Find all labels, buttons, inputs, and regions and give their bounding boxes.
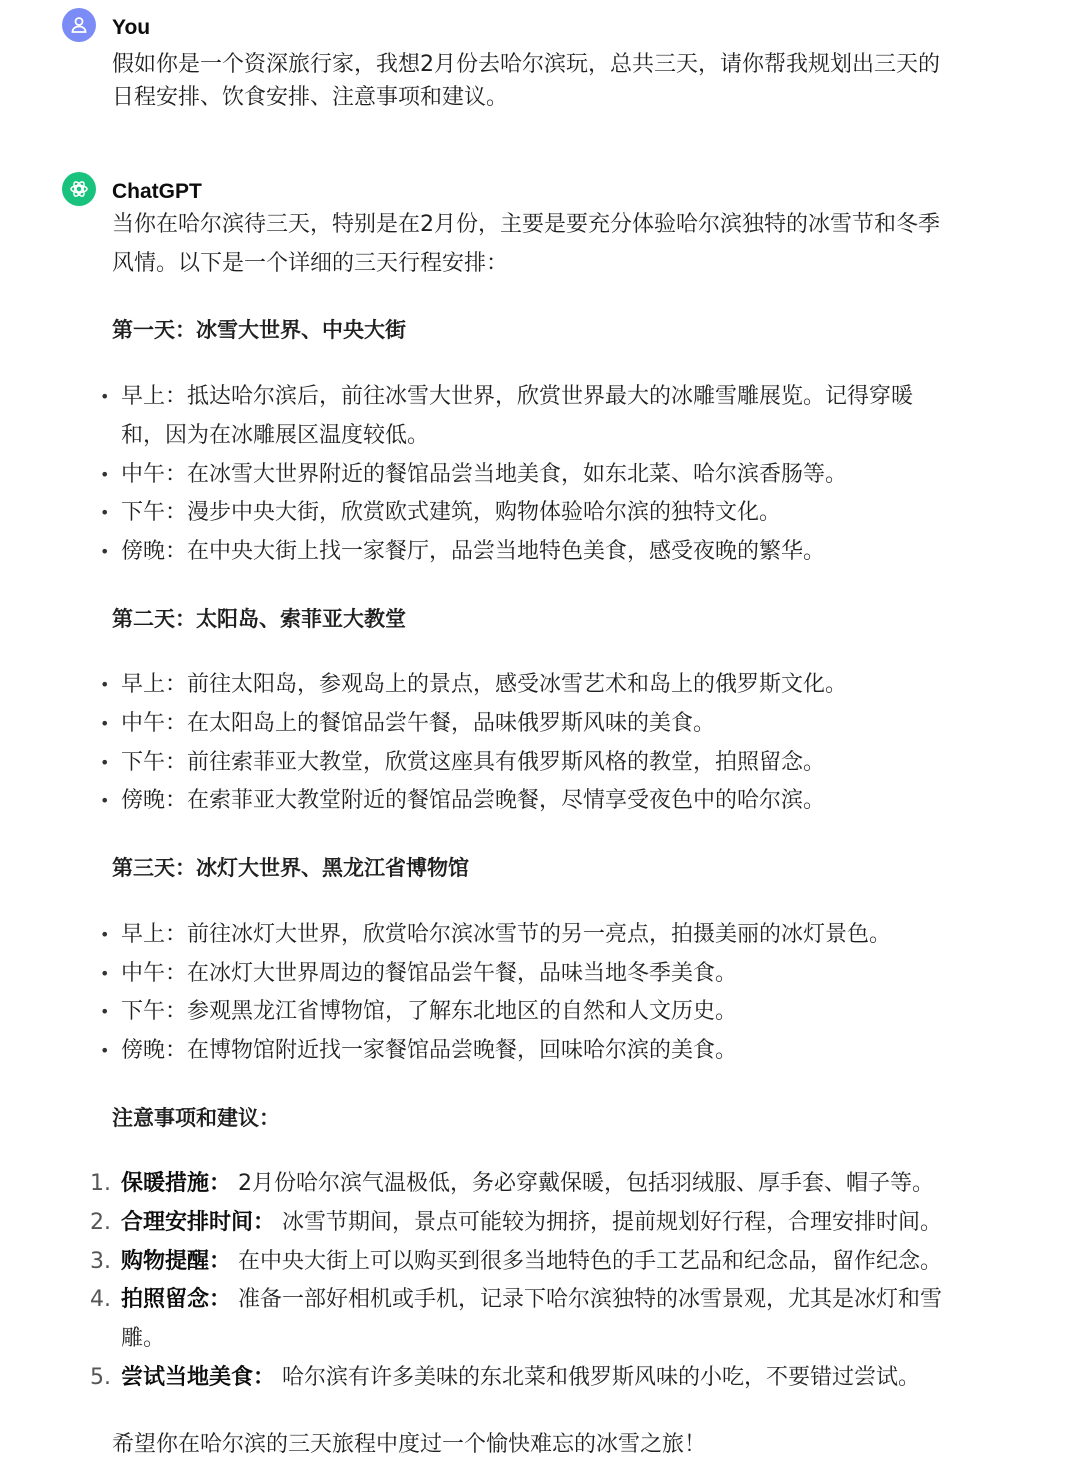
day-2-list	[112, 666, 962, 821]
list-item: • 傍晚：在索菲亚大教堂附近的餐馆品尝晚餐，尽情享受夜色中的哈尔滨。	[112, 782, 962, 821]
chatgpt-logo-icon	[62, 172, 96, 206]
list-item: • 下午：前往索菲亚大教堂，欣赏这座具有俄罗斯风格的教堂，拍照留念。	[112, 744, 962, 783]
list-item: • 下午：参观黑龙江省博物馆，了解东北地区的自然和人文历史。	[112, 993, 962, 1032]
tip-item	[90, 1243, 962, 1282]
tip-label: 购物提醒：	[121, 1248, 232, 1274]
tip-text: 哈尔滨有许多美味的东北菜和俄罗斯风味的小吃，不要错过尝试。	[282, 1364, 921, 1390]
tip-label: 拍照留念：	[121, 1287, 232, 1313]
day-3-heading: 第三天：冰灯大世界、黑龙江省博物馆	[112, 856, 469, 881]
list-item: • 中午：在冰雪大世界附近的餐馆品尝当地美食，如东北菜、哈尔滨香肠等。	[112, 456, 962, 495]
user-message-text: 假如你是一个资深旅行家，我想2月份去哈尔滨玩，总共三天，请你帮我规划出三天的日程安排、饮食安排、注意事项和建议。	[112, 52, 940, 110]
tip-item	[90, 1165, 962, 1204]
user-avatar-icon	[62, 8, 96, 42]
list-item: • 早上：前往太阳岛，参观岛上的景点，感受冰雪艺术和岛上的俄罗斯文化。	[112, 666, 962, 705]
tips-heading: 注意事项和建议：	[112, 1105, 280, 1130]
tip-number: 1.	[90, 1171, 111, 1197]
day-1-heading: 第一天：冰雪大世界、中央大街	[112, 318, 406, 343]
tip-number: 2.	[90, 1210, 111, 1236]
tip-number: 3.	[90, 1248, 111, 1274]
tip-item	[90, 1204, 962, 1243]
list-item: • 下午：漫步中央大街，欣赏欧式建筑，购物体验哈尔滨的独特文化。	[112, 494, 962, 533]
tip-text: 2月份哈尔滨气温极低，务必穿戴保暖，包括羽绒服、厚手套、帽子等。	[238, 1171, 935, 1197]
tip-number: 5.	[90, 1364, 111, 1390]
day-3-list	[112, 916, 962, 1071]
tip-text: 准备一部好相机或手机，记录下哈尔滨独特的冰雪景观，尤其是冰灯和雪雕。	[121, 1287, 943, 1352]
day-2-heading: 第二天：太阳岛、索菲亚大教堂	[112, 606, 406, 631]
tip-item	[90, 1359, 962, 1398]
tip-number: 4.	[90, 1287, 111, 1313]
tip-text: 在中央大街上可以购买到很多当地特色的手工艺品和纪念品，留作纪念。	[238, 1248, 943, 1274]
list-item: • 傍晚：在博物馆附近找一家餐馆品尝晚餐，回味哈尔滨的美食。	[112, 1032, 962, 1071]
tip-item	[90, 1281, 952, 1358]
tips-list	[90, 1165, 962, 1397]
list-item: • 中午：在太阳岛上的餐馆品尝午餐，品味俄罗斯风味的美食。	[112, 705, 962, 744]
list-item: • 傍晚：在中央大街上找一家餐厅，品尝当地特色美食，感受夜晚的繁华。	[112, 533, 962, 572]
list-item: • 中午：在冰灯大世界周边的餐馆品尝午餐，品味当地冬季美食。	[112, 955, 962, 994]
tip-label: 尝试当地美食：	[121, 1364, 276, 1390]
assistant-message-body	[90, 206, 962, 1464]
list-item: • 早上：前往冰灯大世界，欣赏哈尔滨冰雪节的另一亮点，拍摄美丽的冰灯景色。	[112, 916, 962, 955]
user-name: You	[112, 16, 151, 39]
assistant-name: ChatGPT	[112, 180, 202, 203]
tip-text: 冰雪节期间，景点可能较为拥挤，提前规划好行程，合理安排时间。	[282, 1210, 943, 1236]
tip-label: 保暖措施：	[121, 1171, 232, 1197]
tip-label: 合理安排时间：	[121, 1210, 276, 1236]
closing-paragraph: 希望你在哈尔滨的三天旅程中度过一个愉快难忘的冰雪之旅！	[112, 1431, 707, 1457]
list-item: • 早上：抵达哈尔滨后，前往冰雪大世界，欣赏世界最大的冰雕雪雕展览。记得穿暖和，因为在冰雕展区温度较低。	[112, 378, 932, 455]
intro-paragraph: 当你在哈尔滨待三天，特别是在2月份，主要是要充分体验哈尔滨独特的冰雪节和冬季风情。以下是一个详细的三天行程安排：	[112, 212, 940, 276]
day-1-list	[112, 378, 962, 572]
